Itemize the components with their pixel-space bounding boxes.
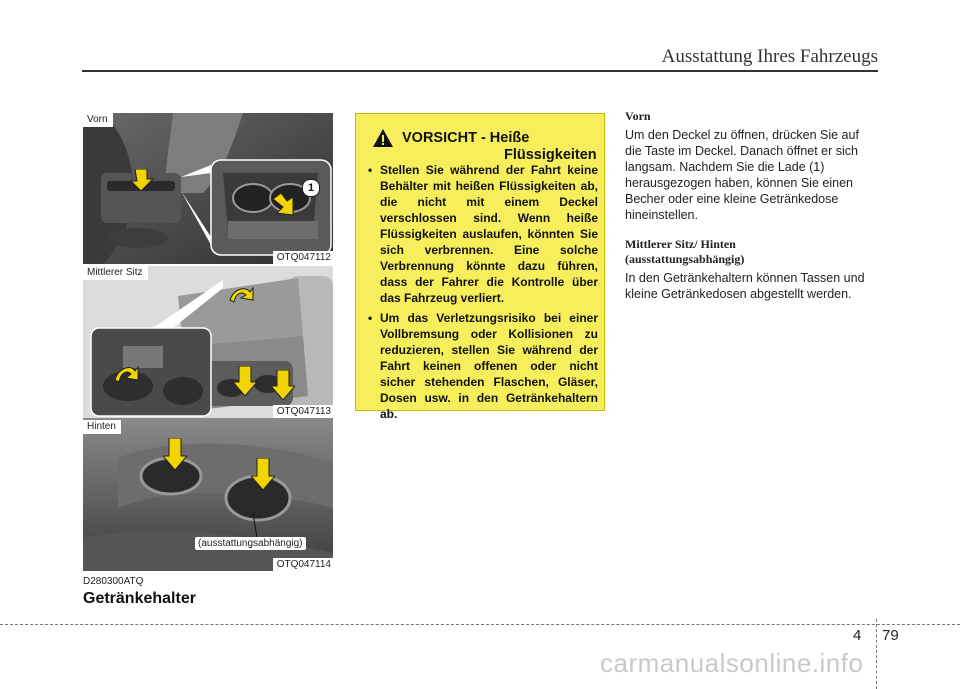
section-title: Getränkehalter [83,590,196,607]
front-heading: Vorn [625,109,651,123]
warning-triangle-icon [372,128,394,148]
header-rule [82,70,878,72]
chapter-number: 4 [853,627,862,644]
page-number: 79 [882,627,899,644]
middle-paragraph: In den Getränkehaltern können Tassen und kleine Getränkedosen abgestellt werden. [625,271,865,301]
front-paragraph: Um den Deckel zu öffnen, drücken Sie auf die Taste im Deckel. Danach öffnet er sich langsam. Nachdem Sie die Lade (1) herausgezogen haben, können Sie einen Becher oder eine kleine Getränkedose hineinstellen. [625,128,859,222]
callout-badge: 1 [302,179,320,197]
middle-heading: Mittlerer Sitz/ Hinten [625,237,736,251]
photo-code: OTQ047114 [273,558,333,571]
photo-rear [83,418,333,571]
document-code: D280300ATQ [83,576,144,587]
caution-item: • Um das Verletzungsrisiko bei einer Vollbremsung oder Kollisionen zu reduzieren, stellen Sie während der Fahrt keinen offenen oder nicht sicher stehenden Flaschen, Gläser, Dosen usw. in den Getränkehaltern ab. [366,310,598,422]
photo-front [83,113,333,264]
middle-holder-arrow-icon-1 [233,366,257,396]
middle-open-arrow-icon [113,362,139,386]
caution-title: VORSICHT - Heiße [402,130,530,146]
middle-holder-arrow-icon-2 [271,370,295,400]
rear-holder-arrow-icon-1 [163,438,187,470]
footer-divider [876,619,878,689]
header-title: Ausstattung Ihres Fahrzeugs [661,46,878,67]
caution-box [355,113,605,421]
photo-label: Mittlerer Sitz [83,266,148,280]
photo-middle [83,266,333,419]
photo-caption: (ausstattungsabhängig) [195,537,306,550]
front-press-arrow-icon [131,169,155,191]
caution-item: • Stellen Sie während der Fahrt keine Behälter mit heißen Flüssigkeiten ab, die nicht mit einem Deckel verschlossen sind. Wenn heiße Flüssigkeiten auslaufen, könnten Sie sich verbrennen. Eine solche Verbrennung könnte dazu führen, dass der Fahrer die Kontrolle über das Fahrzeug verliert. [366,162,598,306]
photo-label: Hinten [83,420,121,434]
caution-subtitle: Flüssigkeiten [504,147,597,163]
rear-holder-arrow-icon-2 [251,458,275,490]
caution-header [366,122,598,162]
watermark: carmanualsonline.info [600,648,864,678]
photo-code: OTQ047113 [273,405,333,418]
caution-list [366,162,598,422]
middle-lid-arrow-icon [228,284,254,306]
body-text-column [625,109,879,316]
middle-heading-note: (ausstattungsabhängig) [625,252,745,266]
footer-rule [0,624,960,625]
front-drawer-arrow-icon [273,193,297,217]
photo-code: OTQ047112 [273,251,333,264]
front-console-illustration [83,113,333,264]
photo-label: Vorn [83,113,113,127]
middle-armrest-illustration [83,266,333,419]
